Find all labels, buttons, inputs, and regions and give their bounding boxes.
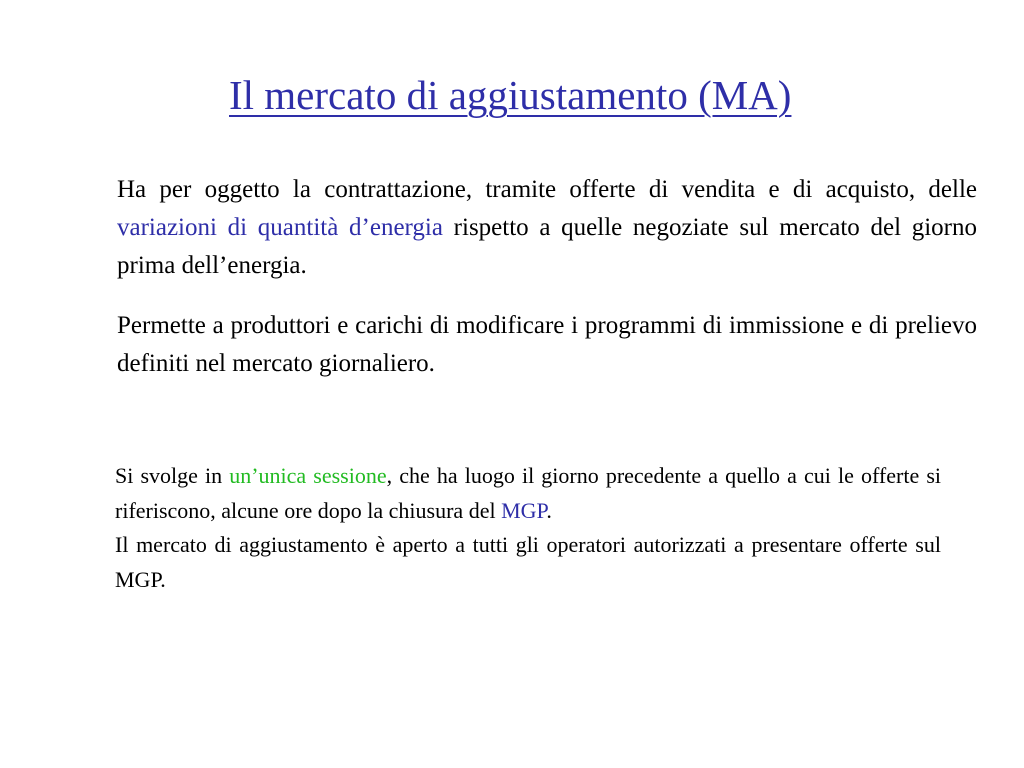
paragraph-session-middle: , che ha luogo il giorno precedente a quello a cui le offerte si riferiscono, alcune ore dopo la chiusura del — [115, 463, 941, 523]
paragraph-session-end: . — [546, 497, 552, 523]
session-text-block — [115, 459, 941, 597]
highlight-quantity-variations: variazioni di quantità d’energia — [117, 214, 443, 241]
highlight-mgp: MGP — [501, 497, 547, 523]
paragraph-object — [117, 171, 977, 285]
highlight-single-session: un’unica sessione — [229, 463, 387, 488]
paragraph-session-start: Si svolge in — [115, 463, 230, 488]
slide-title: Il mercato di aggiustamento (MA) — [229, 72, 792, 118]
paragraph-access: Il mercato di aggiustamento è aperto a tutti gli operatori autorizzati a presentare offerte sul MGP. — [115, 532, 941, 592]
paragraph-object-text-end: rispetto a quelle negoziate sul mercato del giorno prima dell’energia. — [117, 214, 977, 279]
paragraph-purpose: Permette a produttori e carichi di modificare i programmi di immissione e di prelievo definiti nel mercato giornaliero. — [117, 312, 977, 377]
paragraph-object-text-start: Ha per oggetto la contrattazione, tramite offerte di vendita e di acquisto, delle — [117, 176, 977, 203]
paragraph-session — [115, 459, 941, 528]
